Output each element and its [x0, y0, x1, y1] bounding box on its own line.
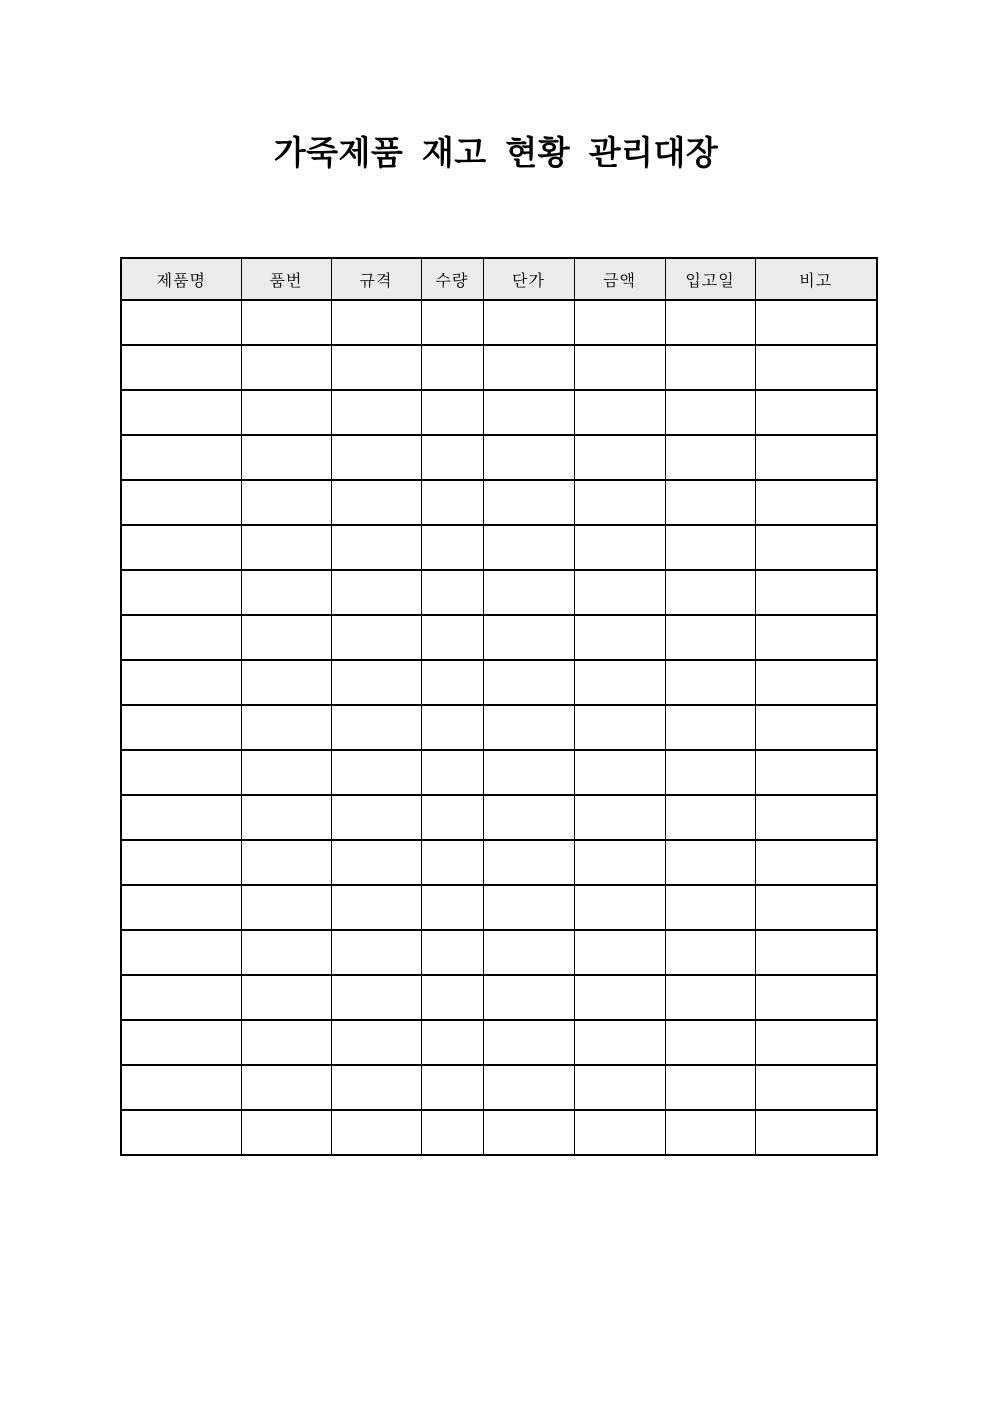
table-cell-part-number	[241, 1065, 331, 1110]
table-cell-unit-price	[483, 300, 574, 345]
table-cell-amount	[574, 345, 665, 390]
table-cell-remarks	[755, 660, 877, 705]
table-row	[121, 390, 877, 435]
table-cell-quantity	[421, 300, 483, 345]
table-cell-spec	[331, 660, 421, 705]
table-cell-part-number	[241, 795, 331, 840]
table-cell-receipt-date	[665, 300, 755, 345]
table-cell-product-name	[121, 795, 241, 840]
table-cell-receipt-date	[665, 795, 755, 840]
table-cell-quantity	[421, 435, 483, 480]
table-cell-part-number	[241, 885, 331, 930]
table-cell-spec	[331, 525, 421, 570]
table-row	[121, 1020, 877, 1065]
table-cell-unit-price	[483, 435, 574, 480]
table-row	[121, 570, 877, 615]
column-header-quantity: 수량	[421, 258, 483, 300]
table-cell-remarks	[755, 300, 877, 345]
table-row	[121, 975, 877, 1020]
table-cell-part-number	[241, 480, 331, 525]
table-cell-product-name	[121, 390, 241, 435]
table-cell-product-name	[121, 300, 241, 345]
table-cell-remarks	[755, 570, 877, 615]
table-cell-spec	[331, 930, 421, 975]
table-cell-product-name	[121, 840, 241, 885]
table-header-row	[121, 258, 877, 300]
table-cell-amount	[574, 435, 665, 480]
table-cell-product-name	[121, 480, 241, 525]
table-cell-remarks	[755, 840, 877, 885]
table-cell-quantity	[421, 390, 483, 435]
table-cell-remarks	[755, 705, 877, 750]
table-cell-spec	[331, 795, 421, 840]
table-row	[121, 615, 877, 660]
table-cell-spec	[331, 435, 421, 480]
table-cell-quantity	[421, 975, 483, 1020]
table-cell-product-name	[121, 705, 241, 750]
table-cell-spec	[331, 300, 421, 345]
table-cell-unit-price	[483, 1065, 574, 1110]
table-cell-amount	[574, 570, 665, 615]
table-cell-product-name	[121, 750, 241, 795]
table-row	[121, 1065, 877, 1110]
table-cell-receipt-date	[665, 660, 755, 705]
table-cell-quantity	[421, 570, 483, 615]
table-cell-part-number	[241, 525, 331, 570]
table-cell-remarks	[755, 975, 877, 1020]
table-cell-remarks	[755, 390, 877, 435]
table-cell-remarks	[755, 1065, 877, 1110]
table-cell-amount	[574, 930, 665, 975]
table-cell-part-number	[241, 345, 331, 390]
table-cell-product-name	[121, 525, 241, 570]
table-cell-product-name	[121, 1065, 241, 1110]
table-cell-remarks	[755, 1020, 877, 1065]
table-cell-quantity	[421, 885, 483, 930]
table-cell-amount	[574, 1020, 665, 1065]
table-cell-product-name	[121, 1110, 241, 1155]
table-cell-spec	[331, 1110, 421, 1155]
table-cell-unit-price	[483, 885, 574, 930]
table-row	[121, 345, 877, 390]
table-cell-unit-price	[483, 570, 574, 615]
table-cell-receipt-date	[665, 840, 755, 885]
table-cell-remarks	[755, 750, 877, 795]
table-cell-spec	[331, 705, 421, 750]
table-cell-remarks	[755, 930, 877, 975]
table-cell-part-number	[241, 1110, 331, 1155]
table-cell-receipt-date	[665, 1020, 755, 1065]
table-cell-unit-price	[483, 615, 574, 660]
table-cell-receipt-date	[665, 705, 755, 750]
table-row	[121, 750, 877, 795]
table-cell-product-name	[121, 975, 241, 1020]
table-cell-spec	[331, 570, 421, 615]
table-row	[121, 840, 877, 885]
table-body	[121, 300, 877, 1155]
column-header-part-number: 품번	[241, 258, 331, 300]
table-cell-part-number	[241, 975, 331, 1020]
table-row	[121, 885, 877, 930]
table-cell-remarks	[755, 615, 877, 660]
table-cell-amount	[574, 300, 665, 345]
table-cell-spec	[331, 1065, 421, 1110]
table-cell-part-number	[241, 660, 331, 705]
table-cell-remarks	[755, 345, 877, 390]
table-cell-unit-price	[483, 840, 574, 885]
table-cell-quantity	[421, 1110, 483, 1155]
table-cell-quantity	[421, 750, 483, 795]
table-cell-receipt-date	[665, 435, 755, 480]
table-cell-spec	[331, 345, 421, 390]
table-cell-part-number	[241, 930, 331, 975]
table-cell-unit-price	[483, 1110, 574, 1155]
table-cell-amount	[574, 750, 665, 795]
table-cell-unit-price	[483, 705, 574, 750]
table-cell-receipt-date	[665, 615, 755, 660]
table-cell-amount	[574, 840, 665, 885]
table-cell-receipt-date	[665, 480, 755, 525]
table-cell-quantity	[421, 480, 483, 525]
table-cell-unit-price	[483, 390, 574, 435]
table-cell-quantity	[421, 840, 483, 885]
table-row	[121, 480, 877, 525]
table-row	[121, 1110, 877, 1155]
table-cell-part-number	[241, 1020, 331, 1065]
table-cell-receipt-date	[665, 885, 755, 930]
table-row	[121, 795, 877, 840]
table-cell-spec	[331, 390, 421, 435]
table-cell-remarks	[755, 525, 877, 570]
table-cell-product-name	[121, 930, 241, 975]
table-cell-spec	[331, 750, 421, 795]
table-cell-receipt-date	[665, 975, 755, 1020]
table-cell-quantity	[421, 660, 483, 705]
table-cell-receipt-date	[665, 390, 755, 435]
table-cell-part-number	[241, 750, 331, 795]
table-cell-spec	[331, 885, 421, 930]
table-cell-spec	[331, 1020, 421, 1065]
table-cell-amount	[574, 705, 665, 750]
table-cell-product-name	[121, 885, 241, 930]
table-cell-amount	[574, 525, 665, 570]
column-header-receipt-date: 입고일	[665, 258, 755, 300]
table-cell-unit-price	[483, 525, 574, 570]
table-cell-part-number	[241, 840, 331, 885]
table-cell-product-name	[121, 345, 241, 390]
table-cell-remarks	[755, 480, 877, 525]
table-cell-product-name	[121, 1020, 241, 1065]
table-row	[121, 300, 877, 345]
table-cell-quantity	[421, 930, 483, 975]
table-cell-part-number	[241, 615, 331, 660]
table-cell-receipt-date	[665, 1110, 755, 1155]
table-row	[121, 435, 877, 480]
table-cell-unit-price	[483, 1020, 574, 1065]
table-cell-product-name	[121, 660, 241, 705]
table-cell-unit-price	[483, 795, 574, 840]
table-cell-amount	[574, 390, 665, 435]
column-header-amount: 금액	[574, 258, 665, 300]
table-cell-unit-price	[483, 975, 574, 1020]
table-cell-quantity	[421, 345, 483, 390]
table-cell-amount	[574, 1065, 665, 1110]
table-cell-spec	[331, 840, 421, 885]
table-cell-amount	[574, 1110, 665, 1155]
table-cell-part-number	[241, 390, 331, 435]
column-header-unit-price: 단가	[483, 258, 574, 300]
table-cell-unit-price	[483, 660, 574, 705]
table-cell-amount	[574, 795, 665, 840]
table-cell-product-name	[121, 570, 241, 615]
table-cell-unit-price	[483, 750, 574, 795]
table-cell-quantity	[421, 1020, 483, 1065]
table-cell-part-number	[241, 300, 331, 345]
table-cell-receipt-date	[665, 525, 755, 570]
table-cell-product-name	[121, 615, 241, 660]
column-header-product-name: 제품명	[121, 258, 241, 300]
table-row	[121, 525, 877, 570]
table-cell-amount	[574, 885, 665, 930]
table-cell-unit-price	[483, 345, 574, 390]
table-cell-quantity	[421, 705, 483, 750]
table-cell-remarks	[755, 795, 877, 840]
table-cell-receipt-date	[665, 750, 755, 795]
table-cell-spec	[331, 975, 421, 1020]
table-cell-amount	[574, 975, 665, 1020]
table-cell-part-number	[241, 570, 331, 615]
table-cell-unit-price	[483, 480, 574, 525]
table-cell-part-number	[241, 705, 331, 750]
table-cell-remarks	[755, 435, 877, 480]
table-row	[121, 930, 877, 975]
table-cell-receipt-date	[665, 930, 755, 975]
table-cell-quantity	[421, 1065, 483, 1110]
table-cell-receipt-date	[665, 1065, 755, 1110]
table-cell-quantity	[421, 795, 483, 840]
column-header-remarks: 비고	[755, 258, 877, 300]
table-cell-spec	[331, 480, 421, 525]
table-cell-remarks	[755, 1110, 877, 1155]
table-row	[121, 705, 877, 750]
table-cell-quantity	[421, 525, 483, 570]
table-cell-remarks	[755, 885, 877, 930]
inventory-table	[120, 257, 878, 1156]
table-cell-amount	[574, 480, 665, 525]
document-title: 가죽제품 재고 현황 관리대장	[273, 134, 719, 171]
table-cell-receipt-date	[665, 345, 755, 390]
table-cell-quantity	[421, 615, 483, 660]
table-cell-product-name	[121, 435, 241, 480]
table-cell-amount	[574, 615, 665, 660]
table-cell-part-number	[241, 435, 331, 480]
table-cell-spec	[331, 615, 421, 660]
table-cell-unit-price	[483, 930, 574, 975]
table-row	[121, 660, 877, 705]
column-header-spec: 규격	[331, 258, 421, 300]
table-cell-amount	[574, 660, 665, 705]
table-cell-receipt-date	[665, 570, 755, 615]
